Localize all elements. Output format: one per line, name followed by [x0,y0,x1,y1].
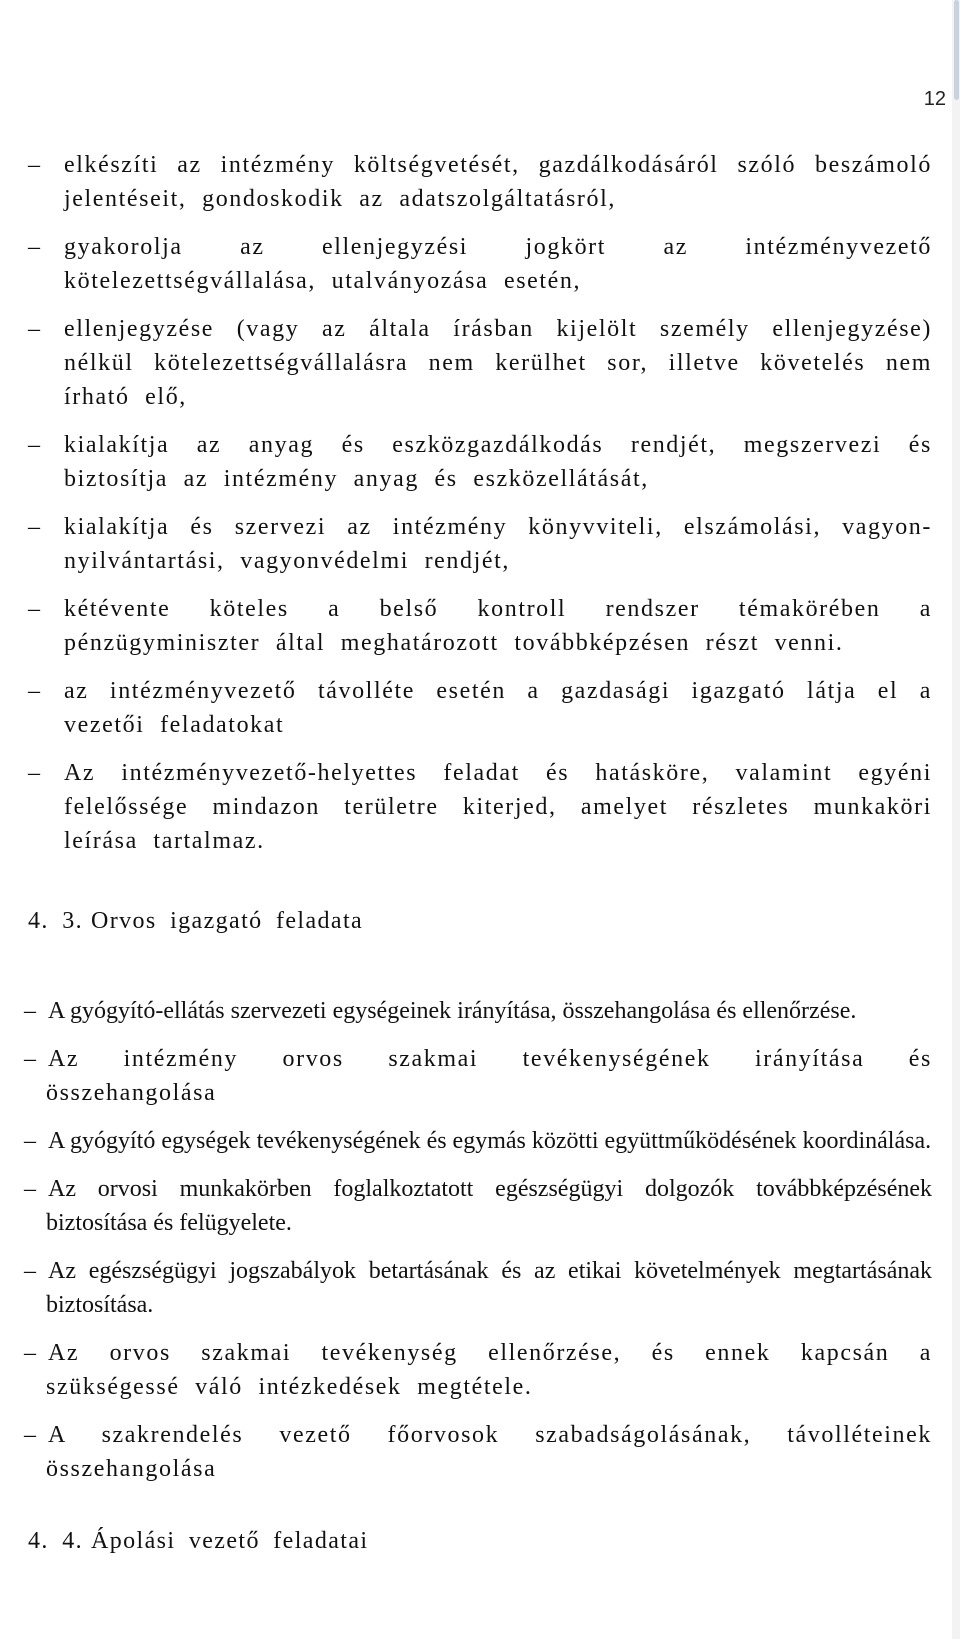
dash-bullet: – [24,1176,36,1202]
list-item: – ellenjegyzése (vagy az általa írásban kijelölt személy ellenjegyzése) nélkül kötelezettségvállalásra nem kerülhet sor, illetve követelés nem írható elő, [28,312,932,414]
duties-list-economic-director [28,148,932,858]
list-item: – kétévente köteles a belső kontroll rendszer témakörében a pénzügyminiszter által meghatározott továbbképzésen részt venni. [28,592,932,660]
dash-bullet: – [28,152,42,178]
dash-bullet: – [24,998,36,1024]
list-item: – elkészíti az intézmény költségvetését, gazdálkodásáról szóló beszámoló jelentéseit, gondoskodik az adatszolgáltatásról, [28,148,932,216]
document-body [24,148,932,1558]
list-item: – Az orvosi munkakörben foglalkoztatott egészségügyi dolgozók továbbképzésének biztosítása és felügyelete. [28,1172,932,1240]
dash-bullet: – [28,596,42,622]
scrollbar-thumb[interactable] [954,0,959,100]
list-item: – Az orvos szakmai tevékenység ellenőrzése, és ennek kapcsán a szükségessé váló intézkedések megtétele. [28,1336,932,1404]
section-number: 4. 3. [28,908,83,934]
dash-bullet: – [28,678,42,704]
duties-list-medical-director [24,994,932,1486]
dash-bullet: – [24,1128,36,1154]
dash-bullet: – [28,432,42,458]
list-item: – gyakorolja az ellenjegyzési jogkört az intézményvezető kötelezettségvállalása, utalványozása esetén, [28,230,932,298]
scrollbar[interactable] [952,0,960,1639]
list-item: – az intézményvezető távolléte esetén a gazdasági igazgató látja el a vezetői feladatokat [28,674,932,742]
section-number: 4. 4. [28,1528,83,1554]
list-item: – A gyógyító egységek tevékenységének és egymás közötti együttműködésének koordinálása. [28,1124,932,1158]
list-item: – Az intézmény orvos szakmai tevékenységének irányítása és összehangolása [28,1042,932,1110]
dash-bullet: – [24,1046,38,1072]
list-item: – A gyógyító-ellátás szervezeti egységeinek irányítása, összehangolása és ellenőrzése. [28,994,932,1028]
list-item: – Az egészségügyi jogszabályok betartásának és az etikai követelmények megtartásának biztosítása. [28,1254,932,1322]
dash-bullet: – [24,1258,36,1284]
dash-bullet: – [28,760,42,786]
dash-bullet: – [24,1422,38,1448]
dash-bullet: – [28,234,42,260]
section-title: Ápolási vezető feladatai [91,1528,369,1554]
dash-bullet: – [28,514,42,540]
list-item: – kialakítja az anyag és eszközgazdálkodás rendjét, megszervezi és biztosítja az intézmény anyag és eszközellátását, [28,428,932,496]
page-number: 12 [923,88,946,110]
section-heading-4-3 [28,904,932,938]
list-item: – Az intézményvezető-helyettes feladat és hatásköre, valamint egyéni felelőssége mindazon területre kiterjed, amelyet részletes munkaköri leírása tartalmaz. [28,756,932,858]
list-item: – A szakrendelés vezető főorvosok szabadságolásának, távolléteinek összehangolása [28,1418,932,1486]
dash-bullet: – [24,1340,38,1366]
dash-bullet: – [28,316,42,342]
section-title: Orvos igazgató feladata [91,908,364,934]
list-item: – kialakítja és szervezi az intézmény könyvviteli, elszámolási, vagyon-nyilvántartási, vagyonvédelmi rendjét, [28,510,932,578]
section-heading-4-4 [28,1524,932,1558]
